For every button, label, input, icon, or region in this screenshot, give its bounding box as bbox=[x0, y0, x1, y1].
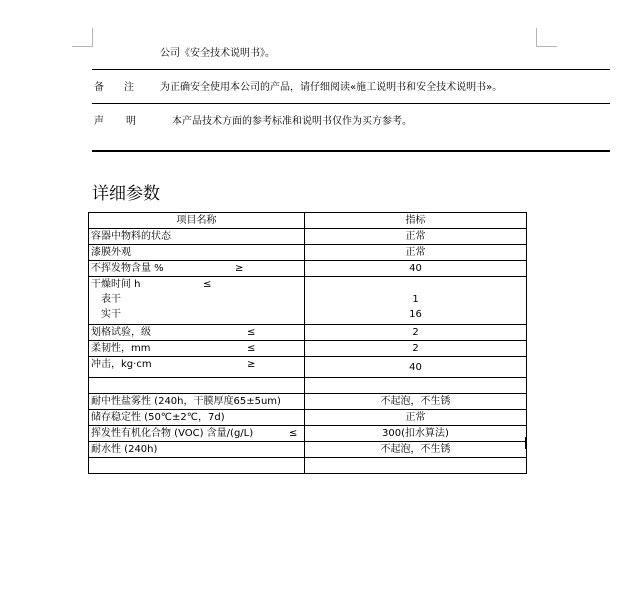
table-header-row bbox=[89, 213, 527, 229]
table-row bbox=[89, 394, 527, 410]
table-row-empty bbox=[89, 378, 527, 394]
parameters-table bbox=[88, 212, 527, 474]
page-corner-mark-top-left bbox=[72, 28, 93, 47]
row-name-text: 柔韧性，mm bbox=[91, 343, 151, 354]
table-row bbox=[89, 229, 527, 245]
row-value-cell: 不起泡，不生锈 bbox=[305, 442, 527, 458]
row-name-cell bbox=[89, 378, 305, 394]
row-sub-label: 表干 bbox=[101, 294, 121, 305]
row-name-cell bbox=[89, 458, 305, 474]
row-value-cell: 40 bbox=[305, 261, 527, 277]
divider-line bbox=[92, 69, 610, 70]
table-row bbox=[89, 357, 527, 378]
row-name-cell: 耐中性盐雾性 (240h，干膜厚度65±5um) bbox=[89, 394, 305, 410]
row-comparison-symbol: ≥ bbox=[247, 359, 256, 370]
row-sub-value: 16 bbox=[409, 309, 422, 320]
row-value-cell: 2 bbox=[305, 341, 527, 357]
row-sub-value: 1 bbox=[412, 294, 419, 305]
table-row bbox=[89, 325, 527, 341]
page-corner-mark-top-right bbox=[536, 28, 557, 47]
row-value-cell bbox=[305, 277, 527, 325]
row-name-cell: 容器中物料的状态 bbox=[89, 229, 305, 245]
text-cursor-mark bbox=[525, 437, 527, 449]
row-name-text: 不挥发物含量 % bbox=[91, 263, 164, 274]
header-value-cell: 指标 bbox=[305, 213, 527, 229]
row-comparison-symbol: ≤ bbox=[247, 343, 256, 354]
table-row bbox=[89, 341, 527, 357]
row-name-text: 干燥时间 h bbox=[91, 279, 141, 290]
table-row bbox=[89, 277, 527, 325]
statement-label-b: 明 bbox=[126, 116, 136, 127]
row-value-cell: 2 bbox=[305, 325, 527, 341]
row-name-cell: 耐水性 (240h) bbox=[89, 442, 305, 458]
statement-label-a: 声 bbox=[94, 116, 104, 127]
row-name-text: 冲击，kg·cm bbox=[91, 359, 152, 370]
row-name-text: 划格试验，级 bbox=[91, 327, 151, 338]
table-row bbox=[89, 410, 527, 426]
section-title: 详细参数 bbox=[92, 184, 160, 204]
notes-text: 为正确安全使用本公司的产品，请仔细阅读«施工说明书和安全技术说明书»。 bbox=[160, 82, 503, 93]
row-name-cell bbox=[89, 426, 305, 442]
table-row bbox=[89, 442, 527, 458]
table-row-empty bbox=[89, 458, 527, 474]
row-name-cell bbox=[89, 325, 305, 341]
row-comparison-symbol: ≤ bbox=[203, 279, 212, 290]
header-text: 公司《安全技术说明书》。 bbox=[160, 48, 275, 59]
table-row bbox=[89, 245, 527, 261]
table-row bbox=[89, 261, 527, 277]
notes-label-a: 备 bbox=[94, 82, 104, 93]
row-name-cell bbox=[89, 357, 305, 378]
divider-line-thick bbox=[92, 150, 610, 152]
row-name-cell bbox=[89, 341, 305, 357]
row-name-cell bbox=[89, 261, 305, 277]
row-name-cell: 储存稳定性 (50℃±2℃，7d) bbox=[89, 410, 305, 426]
divider-line bbox=[92, 103, 610, 104]
notes-label-b: 注 bbox=[124, 82, 134, 93]
row-name-cell: 漆膜外观 bbox=[89, 245, 305, 261]
row-value-cell bbox=[305, 378, 527, 394]
row-name-text: 挥发性有机化合物 (VOC) 含量/(g/L) bbox=[91, 428, 254, 439]
row-name-cell bbox=[89, 277, 305, 325]
row-value-cell: 正常 bbox=[305, 410, 527, 426]
row-comparison-symbol: ≥ bbox=[235, 263, 244, 274]
header-name-cell: 项目名称 bbox=[89, 213, 305, 229]
row-value-cell: 40 bbox=[305, 357, 527, 378]
row-sub-label: 实干 bbox=[101, 309, 121, 320]
row-value-cell: 正常 bbox=[305, 245, 527, 261]
row-value-cell bbox=[305, 458, 527, 474]
row-comparison-symbol: ≤ bbox=[247, 327, 256, 338]
row-value-cell: 不起泡，不生锈 bbox=[305, 394, 527, 410]
table-row bbox=[89, 426, 527, 442]
row-value-cell: 300(扣水算法) bbox=[305, 426, 527, 442]
row-comparison-symbol: ≤ bbox=[289, 428, 298, 439]
statement-text: 本产品技术方面的参考标准和说明书仅作为买方参考。 bbox=[172, 116, 412, 127]
row-value-cell: 正常 bbox=[305, 229, 527, 245]
